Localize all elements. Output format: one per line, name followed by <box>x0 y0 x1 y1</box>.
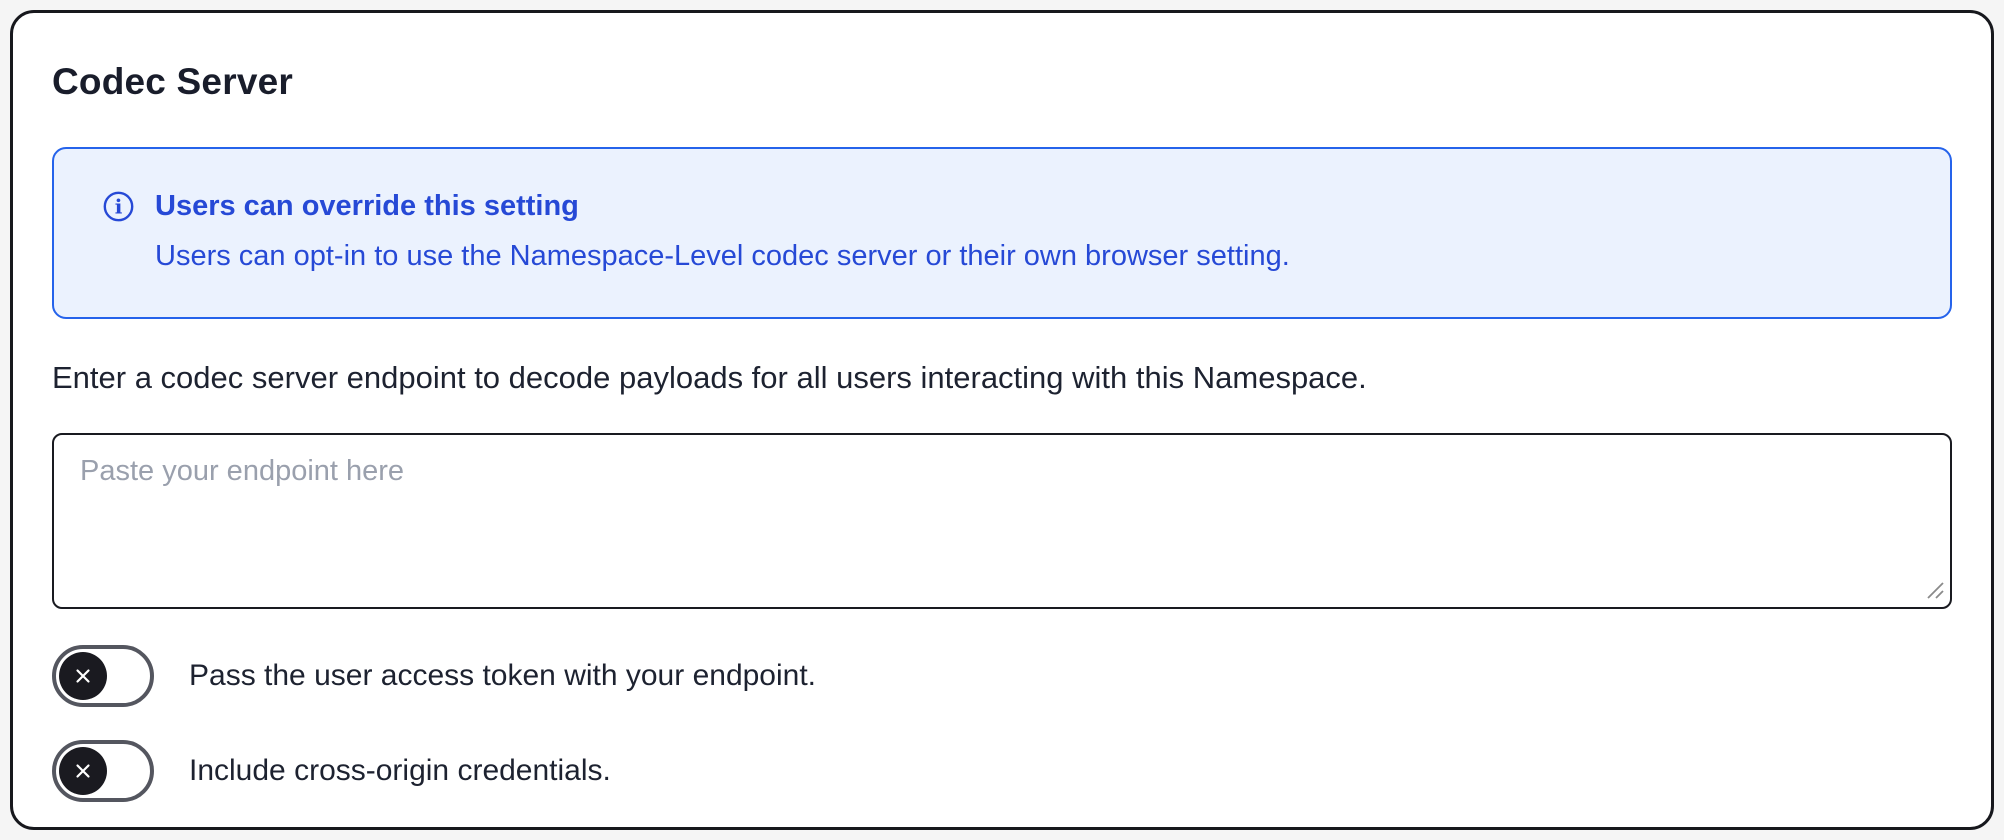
access-token-toggle-label: Pass the user access token with your endpoint. <box>189 659 817 692</box>
alert-title: Users can override this setting <box>155 189 579 222</box>
page-title: Codec Server <box>52 61 293 102</box>
endpoint-input-wrapper <box>52 433 1952 609</box>
toggle-row-access-token <box>52 645 1952 707</box>
resize-handle-icon[interactable] <box>1924 579 1946 601</box>
resize-grip-glyph <box>1924 579 1946 601</box>
toggle-thumb <box>59 747 107 795</box>
x-icon <box>71 664 95 688</box>
cross-origin-toggle[interactable] <box>52 740 154 802</box>
endpoint-input[interactable] <box>52 433 1952 609</box>
toggle-row-cross-origin <box>52 740 1952 802</box>
alert-header-row <box>103 181 1910 231</box>
cross-origin-toggle-label: Include cross-origin credentials. <box>189 754 611 787</box>
info-icon <box>103 191 134 222</box>
codec-server-card <box>10 10 1994 830</box>
alert-description: Users can opt-in to use the Namespace-Level codec server or their own browser setting. <box>155 240 1290 272</box>
endpoint-description: Enter a codec server endpoint to decode payloads for all users interacting with this Namespace. <box>52 360 1367 395</box>
toggle-thumb <box>59 652 107 700</box>
x-icon <box>71 759 95 783</box>
info-icon-glyph <box>103 191 134 222</box>
svg-text:i: i <box>114 194 123 218</box>
access-token-toggle[interactable] <box>52 645 154 707</box>
info-alert <box>52 147 1952 319</box>
